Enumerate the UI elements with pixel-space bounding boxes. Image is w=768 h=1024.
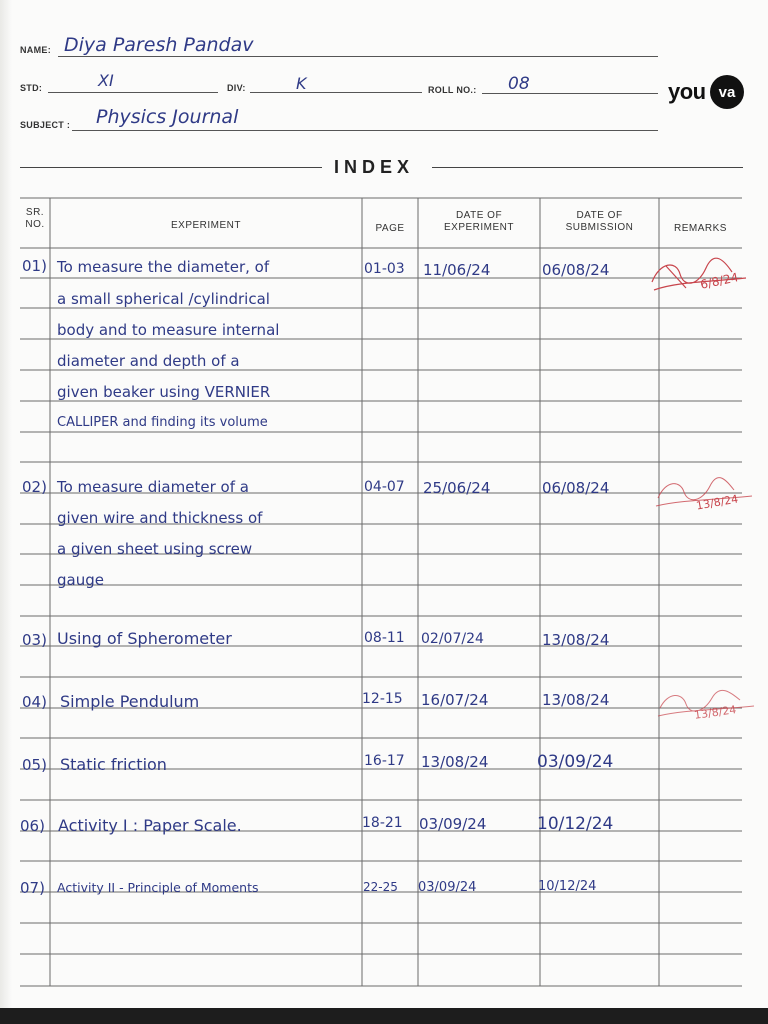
row-page: 01-03 bbox=[364, 261, 405, 277]
row-date-submission: 06/08/24 bbox=[542, 261, 610, 279]
col-header-date-submission: DATE OF SUBMISSION bbox=[565, 210, 634, 233]
row-experiment-line: Activity II - Principle of Moments bbox=[57, 880, 259, 895]
name-label: NAME: bbox=[20, 45, 51, 55]
row-date-submission: 13/08/24 bbox=[542, 631, 610, 649]
row-sr: 05) bbox=[22, 756, 47, 774]
row-page: 18-21 bbox=[362, 815, 403, 831]
row-experiment-line: a small spherical /cylindrical bbox=[57, 290, 270, 308]
row-page: 08-11 bbox=[364, 630, 405, 646]
index-title: INDEX bbox=[334, 157, 415, 177]
row-page: 22-25 bbox=[363, 880, 398, 894]
logo-circle: va bbox=[710, 75, 744, 109]
row-sr: 01) bbox=[22, 257, 47, 275]
row-experiment-line: CALLIPER and finding its volume bbox=[57, 415, 268, 430]
row-sr: 04) bbox=[22, 693, 47, 711]
row-date-experiment: 25/06/24 bbox=[423, 479, 491, 497]
remark-date: 6/8/24 bbox=[698, 270, 740, 292]
row-page: 16-17 bbox=[364, 753, 405, 769]
row-experiment-line: To measure the diameter, of bbox=[57, 258, 270, 276]
row-date-experiment: 11/06/24 bbox=[423, 261, 491, 279]
std-value: XI bbox=[98, 71, 114, 90]
row-sr: 03) bbox=[22, 631, 47, 649]
div-label: DIV: bbox=[227, 83, 246, 93]
teacher-signature bbox=[646, 252, 756, 302]
row-experiment-line: To measure diameter of a bbox=[57, 478, 249, 496]
row-date-experiment: 13/08/24 bbox=[421, 753, 489, 771]
row-experiment-line: body and to measure internal bbox=[57, 321, 280, 339]
row-date-submission: 10/12/24 bbox=[537, 814, 614, 834]
col-header-experiment: EXPERIMENT bbox=[170, 220, 241, 231]
row-date-submission: 10/12/24 bbox=[538, 879, 597, 894]
row-experiment-line: Activity I : Paper Scale. bbox=[58, 816, 242, 835]
remark-date: 13/8/24 bbox=[693, 703, 738, 722]
teacher-signature bbox=[654, 686, 764, 730]
roll-label: ROLL NO.: bbox=[428, 85, 477, 95]
col-header-remarks: REMARKS bbox=[674, 223, 727, 234]
row-experiment-line: a given sheet using screw bbox=[57, 540, 253, 558]
row-experiment-line: diameter and depth of a bbox=[57, 352, 240, 370]
col-header-sr: SR. NO. bbox=[25, 207, 45, 230]
row-date-experiment: 03/09/24 bbox=[418, 880, 477, 895]
row-date-experiment: 02/07/24 bbox=[421, 631, 484, 647]
row-date-submission: 03/09/24 bbox=[537, 752, 614, 772]
div-value: K bbox=[296, 74, 307, 93]
row-date-experiment: 03/09/24 bbox=[419, 815, 487, 833]
row-experiment-line: Using of Spherometer bbox=[57, 629, 232, 648]
subject-label: SUBJECT : bbox=[20, 120, 71, 130]
name-value: Diya Paresh Pandav bbox=[64, 34, 254, 56]
row-sr: 07) bbox=[20, 879, 45, 897]
logo-text: you bbox=[668, 79, 706, 104]
col-header-page: PAGE bbox=[375, 223, 405, 234]
std-label: STD: bbox=[20, 83, 43, 93]
row-experiment-line: Simple Pendulum bbox=[60, 692, 200, 711]
row-experiment-line: gauge bbox=[57, 571, 104, 589]
row-date-submission: 06/08/24 bbox=[542, 479, 610, 497]
col-header-date-experiment: DATE OF EXPERIMENT bbox=[443, 210, 514, 233]
row-sr: 02) bbox=[22, 478, 47, 496]
row-experiment-line: Static friction bbox=[60, 755, 167, 774]
row-sr: 06) bbox=[20, 817, 45, 835]
row-page: 12-15 bbox=[362, 691, 403, 707]
table-surface bbox=[0, 1008, 768, 1024]
row-date-experiment: 16/07/24 bbox=[421, 691, 489, 709]
remark-date: 13/8/24 bbox=[695, 492, 740, 513]
roll-value: 08 bbox=[508, 74, 530, 94]
subject-value: Physics Journal bbox=[96, 106, 239, 128]
teacher-signature bbox=[652, 472, 762, 522]
row-experiment-line: given wire and thickness of bbox=[57, 509, 263, 527]
row-page: 04-07 bbox=[364, 479, 405, 495]
row-experiment-line: given beaker using VERNIER bbox=[57, 383, 271, 401]
row-date-submission: 13/08/24 bbox=[542, 691, 610, 709]
